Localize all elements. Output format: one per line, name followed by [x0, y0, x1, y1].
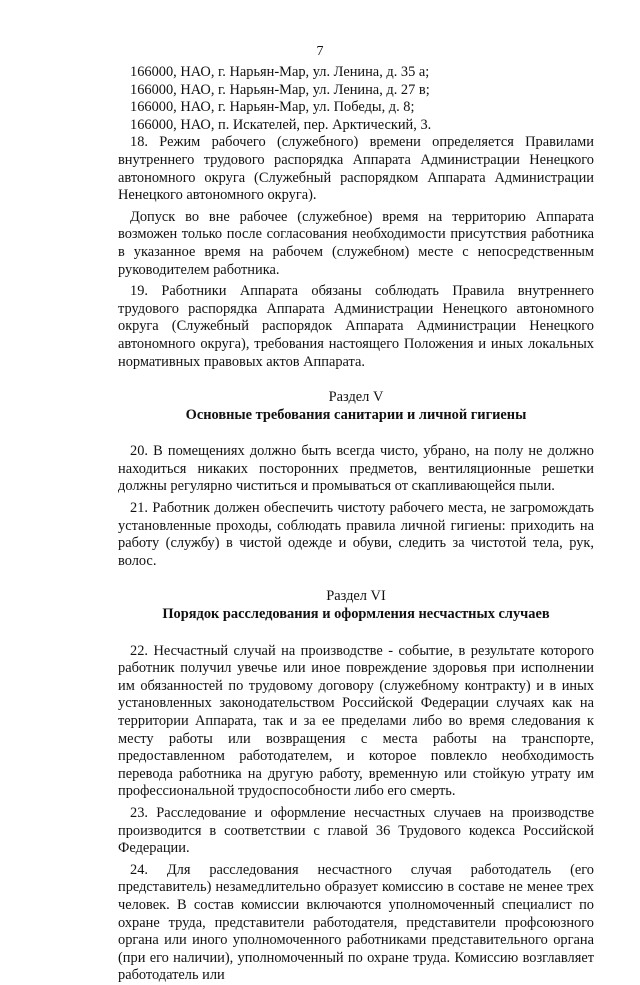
- paragraph-18-access: Допуск во вне рабочее (служебное) время на территорию Аппарата возможен только после согласования необходимости присутствия работника в указанное время на рабочем (служебном) месте с непосредственным руководителем работника.: [118, 208, 594, 278]
- page-number: 7: [316, 44, 324, 59]
- address-line: 166000, НАО, г. Нарьян-Мар, ул. Победы, д. 8;: [130, 99, 415, 116]
- address-line: 166000, НАО, г. Нарьян-Мар, ул. Ленина, д. 35 а;: [130, 64, 430, 80]
- paragraph-18: 18. Режим рабочего (служебного) времени определяется Правилами внутреннего трудового распорядка Аппарата Администрации Ненецкого автономного округа (Служебный распорядком Аппарата Администрации Ненецкого автономного округа).: [118, 134, 594, 204]
- section-vi-title: Порядок расследования и оформления несчастных случаев: [162, 606, 550, 623]
- paragraph-24: 24. Для расследования несчастного случая работодатель (его представитель) незамедлительно образует комиссию в составе не менее трех человек. В состав комиссии включаются уполномоченный специалист по охране труда, представители работодателя, представители профсоюзного органа или иного уполномоченного работниками представительного органа (при его наличии), уполномоченный по охране труда. Комиссию возглавляет работодатель или: [118, 861, 594, 984]
- section-v-label: Раздел V: [328, 389, 384, 406]
- paragraph-20: 20. В помещениях должно быть всегда чисто, убрано, на полу не должно находиться никаких посторонних предметов, вентиляционные решетки должны регулярно чиститься и промываться от скапливающейся пыли.: [118, 443, 594, 495]
- section-vi-label: Раздел VI: [326, 588, 386, 605]
- paragraph-19: 19. Работники Аппарата обязаны соблюдать Правила внутреннего трудового распорядка Аппарата Администрации Ненецкого автономного округа (Служебный распорядок Аппарата Администрации Ненецкого автономного округа), требования настоящего Положения и иных локальных нормативных правовых актов Аппарата.: [118, 283, 594, 370]
- paragraph-22: 22. Несчастный случай на производстве - событие, в результате которого работник получил увечье или иное повреждение здоровья при исполнении им обязанностей по трудовому договору (служебному контракту) и в иных установленных законодательством Российской Федерации случаях как на территории Аппарата, так и за ее пределами либо во время следования к месту работы или возвращения с места работы на транспорте, предоставленном работодателем, и которое повлекло необходимость перевода работника на другую работу, временную или стойкую утрату им профессиональной трудоспособности либо его смерть.: [118, 642, 594, 800]
- paragraph-21: 21. Работник должен обеспечить чистоту рабочего места, не загромождать установленные проходы, соблюдать правила личной гигиены: приходить на работу (службу) в чистой одежде и обуви, следить за чистотой тела, рук, волос.: [118, 500, 594, 569]
- address-line: 166000, НАО, п. Искателей, пер. Арктический, 3.: [130, 116, 432, 133]
- address-line: 166000, НАО, г. Нарьян-Мар, ул. Ленина, д. 27 в;: [130, 81, 430, 98]
- paragraph-23: 23. Расследование и оформление несчастных случаев на производстве производится в соответствии с главой 36 Трудового кодекса Российской Федерации.: [118, 804, 594, 857]
- section-v-title: Основные требования санитарии и личной гигиены: [185, 406, 527, 423]
- page-content: [118, 64, 594, 985]
